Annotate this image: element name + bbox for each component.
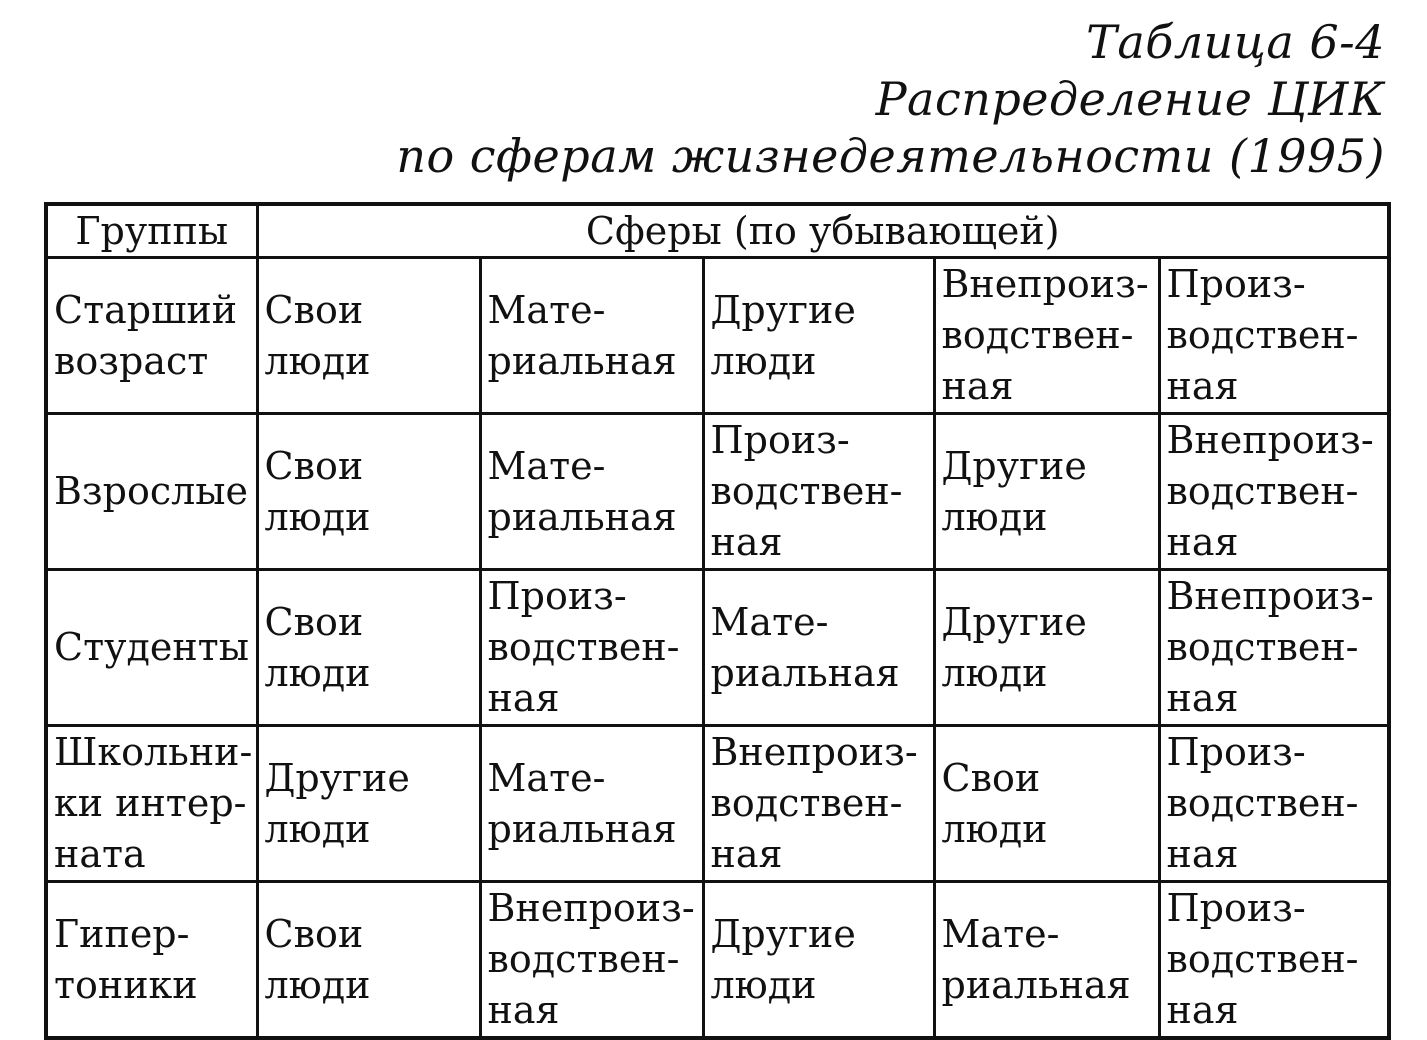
cell-line: люди xyxy=(941,494,1048,539)
cell-line: люди xyxy=(710,338,817,383)
distribution-table xyxy=(44,202,1391,1040)
cell-line: риальная xyxy=(487,806,677,851)
cell-line: Мате- xyxy=(710,599,829,644)
group-cell xyxy=(46,258,257,414)
cell-line: риальная xyxy=(487,494,677,539)
group-cell xyxy=(46,726,257,882)
sphere-cell xyxy=(257,258,480,414)
cell-line: Другие xyxy=(710,911,856,956)
cell-line: водствен- xyxy=(487,625,680,669)
cell-line: люди xyxy=(710,962,817,1007)
cell-line: Произ- xyxy=(710,418,850,462)
cell-line: возраст xyxy=(54,338,209,383)
cell-line: Старший xyxy=(54,287,238,332)
cell-line: Внепроиз- xyxy=(941,262,1149,306)
cell-line: ная xyxy=(1166,676,1239,720)
sphere-cell xyxy=(257,570,480,726)
cell-line: Мате- xyxy=(487,287,606,332)
table-row xyxy=(46,414,1389,570)
sphere-cell xyxy=(703,414,934,570)
cell-line: водствен- xyxy=(1166,937,1359,981)
cell-line: тоники xyxy=(54,962,198,1007)
cell-line: Другие xyxy=(941,599,1087,644)
cell-line: водствен- xyxy=(487,937,680,981)
cell-line: Свои xyxy=(264,911,364,956)
sphere-cell xyxy=(934,882,1159,1039)
sphere-cell xyxy=(257,882,480,1039)
cell-line: люди xyxy=(264,806,371,851)
sphere-cell xyxy=(934,414,1159,570)
table-title: Распределение ЦИК xyxy=(875,72,1385,126)
cell-line: Внепроиз- xyxy=(487,886,695,930)
table-row xyxy=(46,570,1389,726)
cell-line: водствен- xyxy=(1166,313,1359,357)
cell-line: риальная xyxy=(941,962,1131,1007)
cell-line: Свои xyxy=(264,287,364,332)
sphere-cell xyxy=(934,570,1159,726)
group-cell xyxy=(46,570,257,726)
group-cell xyxy=(46,414,257,570)
cell-line: Студенты xyxy=(54,625,249,669)
cell-line: Произ- xyxy=(1166,730,1306,774)
cell-line: Свои xyxy=(264,599,364,644)
cell-line: Внепроиз- xyxy=(1166,574,1374,618)
cell-line: риальная xyxy=(710,650,900,695)
cell-line: Другие xyxy=(941,443,1087,488)
table-subtitle: по сферам жизнедеятельности (1995) xyxy=(396,129,1385,183)
cell-line: Произ- xyxy=(1166,886,1306,930)
sphere-cell xyxy=(1159,258,1389,414)
cell-line: ная xyxy=(487,676,560,720)
sphere-cell xyxy=(703,570,934,726)
cell-line: Мате- xyxy=(487,443,606,488)
cell-line: Мате- xyxy=(487,755,606,800)
cell-line: водствен- xyxy=(1166,469,1359,513)
cell-line: ная xyxy=(941,364,1014,408)
cell-line: Свои xyxy=(941,755,1041,800)
cell-line: ната xyxy=(54,832,146,876)
sphere-cell xyxy=(257,726,480,882)
sphere-cell xyxy=(1159,414,1389,570)
table-row xyxy=(46,726,1389,882)
cell-line: водствен- xyxy=(710,781,903,825)
cell-line: водствен- xyxy=(710,469,903,513)
sphere-cell xyxy=(480,414,703,570)
cell-line: риальная xyxy=(487,338,677,383)
cell-line: ная xyxy=(1166,364,1239,408)
cell-line: Другие xyxy=(710,287,856,332)
cell-line: Внепроиз- xyxy=(710,730,918,774)
cell-line: Другие xyxy=(264,755,410,800)
sphere-cell xyxy=(1159,570,1389,726)
cell-line: Свои xyxy=(264,443,364,488)
cell-line: ки интер- xyxy=(54,781,247,825)
cell-line: водствен- xyxy=(1166,625,1359,669)
sphere-cell xyxy=(703,882,934,1039)
sphere-cell xyxy=(480,882,703,1039)
cell-line: люди xyxy=(264,650,371,695)
table-number: Таблица 6-4 xyxy=(1086,15,1385,69)
sphere-cell xyxy=(480,570,703,726)
sphere-cell xyxy=(480,726,703,882)
cell-line: Внепроиз- xyxy=(1166,418,1374,462)
sphere-cell xyxy=(257,414,480,570)
cell-line: Взрослые xyxy=(54,469,249,513)
cell-line: ная xyxy=(1166,832,1239,876)
group-cell xyxy=(46,882,257,1039)
cell-line: Произ- xyxy=(1166,262,1306,306)
table-caption xyxy=(396,14,1385,185)
cell-line: Мате- xyxy=(941,911,1060,956)
sphere-cell xyxy=(934,726,1159,882)
sphere-cell xyxy=(934,258,1159,414)
cell-line: ная xyxy=(710,832,783,876)
sphere-cell xyxy=(480,258,703,414)
cell-line: Гипер- xyxy=(54,911,190,956)
cell-line: водствен- xyxy=(1166,781,1359,825)
cell-line: ная xyxy=(710,520,783,564)
table-row xyxy=(46,882,1389,1039)
cell-line: люди xyxy=(941,650,1048,695)
table-row xyxy=(46,258,1389,414)
header-spheres: Сферы (по убывающей) xyxy=(257,204,1389,258)
cell-line: Произ- xyxy=(487,574,627,618)
cell-line: люди xyxy=(264,494,371,539)
cell-line: люди xyxy=(264,338,371,383)
header-row xyxy=(46,204,1389,258)
header-groups: Группы xyxy=(46,204,257,258)
cell-line: Школьни- xyxy=(54,730,253,774)
cell-line: ная xyxy=(487,988,560,1032)
cell-line: ная xyxy=(1166,520,1239,564)
sphere-cell xyxy=(703,258,934,414)
cell-line: люди xyxy=(264,962,371,1007)
sphere-cell xyxy=(1159,882,1389,1039)
cell-line: ная xyxy=(1166,988,1239,1032)
sphere-cell xyxy=(1159,726,1389,882)
sphere-cell xyxy=(703,726,934,882)
cell-line: водствен- xyxy=(941,313,1134,357)
cell-line: люди xyxy=(941,806,1048,851)
